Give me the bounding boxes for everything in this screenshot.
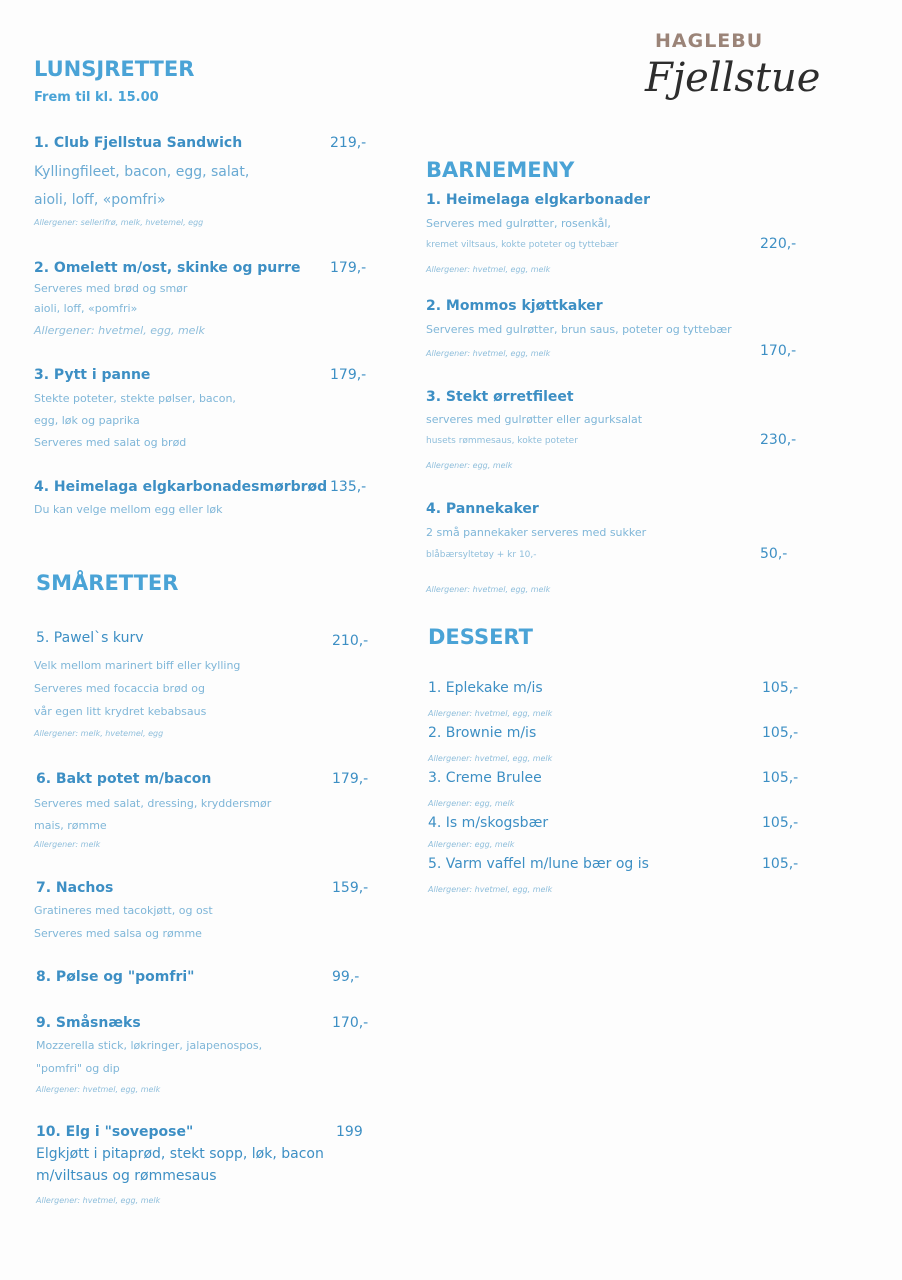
menu-item-price: 99,- [332,969,360,985]
menu-item-desc: mais, rømme [34,819,107,832]
menu-item-desc: Serveres med salat, dressing, kryddersmør [34,797,272,810]
menu-item-name: 7. Nachos [36,880,114,896]
menu-item-desc: Serveres med salsa og rømme [34,927,202,940]
menu-item-price: 105,- [762,856,799,872]
menu-item-name: 10. Elg i "sovepose" [36,1124,194,1140]
menu-item-name: 3. Pytt i panne [34,367,151,383]
menu-item-name: 4. Heimelaga elgkarbonadesmørbrød [34,479,328,495]
menu-item-desc: Serveres med salat og brød [34,436,187,449]
menu-item-allergens: Allergener: egg, melk [426,461,513,470]
menu-item-name: 3. Stekt ørretfileet [426,389,574,405]
menu-item-name: 5. Varm vaffel m/lune bær og is [428,856,649,872]
menu-item-desc: blåbærsyltetøy + kr 10,- [426,550,537,560]
menu-item-allergens: Allergener: hvetmel, egg, melk [428,885,553,894]
menu-item-price: 179,- [330,260,367,276]
menu-item-price: 179,- [332,771,369,787]
menu-item-desc: egg, løk og paprika [34,414,140,427]
menu-item-price: 230,- [760,432,797,448]
menu-item-name: 1. Eplekake m/is [428,680,543,696]
menu-item-desc: husets rømmesaus, kokte poteter [426,436,578,446]
menu-item-allergens: Allergener: hvetmel, egg, melk [36,1196,161,1205]
menu-item-price: 105,- [762,680,799,696]
menu-item-allergens: Allergener: hvetmel, egg, melk [426,585,551,594]
menu-item-name: 4. Is m/skogsbær [428,815,549,831]
section-title-smaretter: SMÅRETTER [36,571,179,595]
menu-item-desc: Serveres med brød og smør [34,282,188,295]
menu-item-allergens: Allergener: egg, melk [428,840,515,849]
brand-logo-script: Fjellstue [645,55,821,101]
menu-item-name: 5. Pawel`s kurv [36,630,144,646]
menu-item-desc: aioli, loff, «pomfri» [34,302,138,315]
section-title-dessert: DESSERT [428,625,533,649]
section-title-barnemeny: BARNEMENY [426,158,575,182]
menu-item-allergens: Allergener: hvetmel, egg, melk [36,1085,161,1094]
menu-item-allergens: Allergener: melk [34,840,101,849]
menu-item-price: 105,- [762,815,799,831]
menu-item-price: 219,- [330,135,367,151]
menu-item-desc: "pomfri" og dip [36,1062,120,1075]
menu-item-price: 105,- [762,770,799,786]
section-subtitle-lunsj: Frem til kl. 15.00 [34,90,159,105]
menu-item-desc: Velk mellom marinert biff eller kylling [34,659,241,672]
menu-item-name: 1. Club Fjellstua Sandwich [34,135,243,151]
menu-item-desc: kremet viltsaus, kokte poteter og tyttebær [426,240,619,250]
section-title-lunsj: LUNSJRETTER [34,57,195,81]
menu-item-price: 159,- [332,880,369,896]
menu-item-price: 50,- [760,546,788,562]
menu-item-name: 2. Mommos kjøttkaker [426,298,603,314]
menu-item-allergens: Allergener: hvetmel, egg, melk [428,754,553,763]
menu-item-desc: vår egen litt krydret kebabsaus [34,705,207,718]
menu-item-name: 6. Bakt potet m/bacon [36,771,212,787]
menu-item-price: 105,- [762,725,799,741]
menu-item-price: 179,- [330,367,367,383]
menu-item-desc: serveres med gulrøtter eller agurksalat [426,413,643,426]
menu-item-allergens: Allergener: melk, hvetemel, egg [34,729,164,738]
menu-item-allergens: Allergener: hvetmel, egg, melk [428,709,553,718]
menu-item-allergens: Allergener: sellerifrø, melk, hvetemel, egg [34,218,204,227]
menu-item-desc: Gratineres med tacokjøtt, og ost [34,904,213,917]
menu-item-name: 1. Heimelaga elgkarbonader [426,192,651,208]
menu-item-desc: Serveres med gulrøtter, rosenkål, [426,217,611,230]
menu-item-price: 170,- [760,343,797,359]
menu-item-desc: m/viltsaus og rømmesaus [36,1168,217,1184]
menu-item-desc: Mozzerella stick, løkringer, jalapenospos, [36,1039,263,1052]
menu-item-allergens: Allergener: hvetmel, egg, melk [34,324,205,337]
menu-item-desc: Stekte poteter, stekte pølser, bacon, [34,392,236,405]
menu-item-price: 220,- [760,236,797,252]
menu-item-desc: 2 små pannekaker serveres med sukker [426,526,647,539]
menu-item-desc: aioli, loff, «pomfri» [34,192,166,208]
menu-item-allergens: Allergener: egg, melk [428,799,515,808]
menu-item-name: 2. Omelett m/ost, skinke og purre [34,260,301,276]
menu-item-price: 170,- [332,1015,369,1031]
menu-item-desc: Serveres med focaccia brød og [34,682,205,695]
menu-item-name: 4. Pannekaker [426,501,539,517]
menu-item-allergens: Allergener: hvetmel, egg, melk [426,265,551,274]
menu-item-price: 199 [336,1124,363,1140]
menu-item-name: 2. Brownie m/is [428,725,537,741]
brand-name: HAGLEBU [655,30,764,52]
menu-item-desc: Du kan velge mellom egg eller løk [34,503,223,516]
menu-item-price: 210,- [332,633,369,649]
menu-item-desc: Serveres med gulrøtter, brun saus, poteter og tyttebær [426,323,732,336]
menu-item-desc: Kyllingfileet, bacon, egg, salat, [34,164,250,180]
menu-item-name: 9. Småsnæks [36,1015,141,1031]
menu-item-price: 135,- [330,479,367,495]
menu-item-desc: Elgkjøtt i pitaprød, stekt sopp, løk, bacon [36,1146,324,1162]
menu-item-name: 8. Pølse og "pomfri" [36,969,195,985]
menu-item-allergens: Allergener: hvetmel, egg, melk [426,349,551,358]
menu-item-name: 3. Creme Brulee [428,770,542,786]
